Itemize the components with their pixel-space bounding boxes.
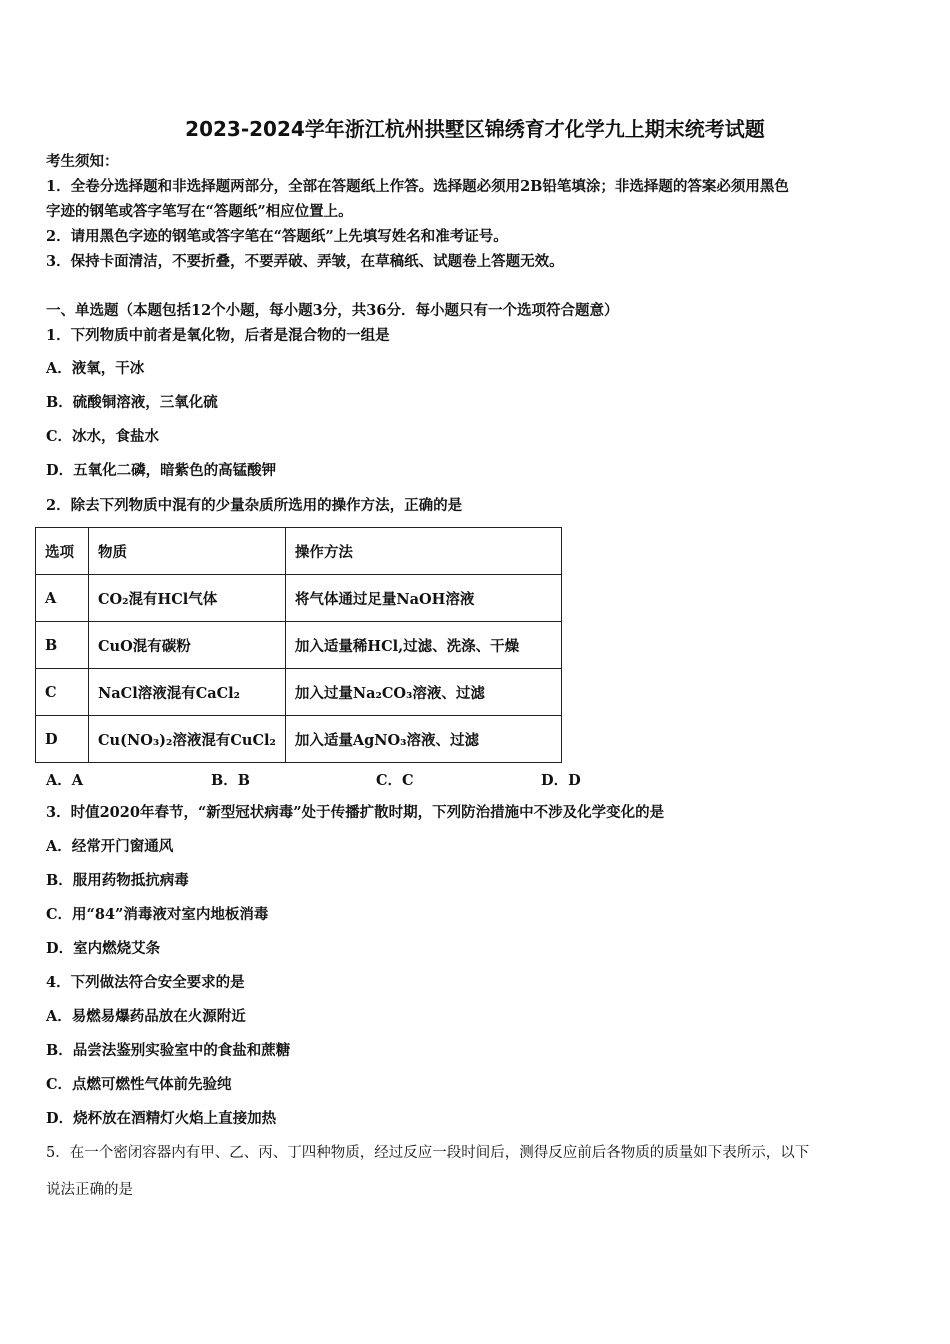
q1-option-b: B．硫酸铜溶液，三氧化硫 [46, 394, 218, 411]
table-cell: D [36, 716, 89, 763]
table-cell: 加入适量稀HCl,过滤、洗涤、干燥 [285, 622, 561, 669]
q3-stem: 3．时值2020年春节，“新型冠状病毒”处于传播扩散时期，下列防治措施中不涉及化学变化的是 [46, 804, 665, 821]
q2-choice-d: D．D [541, 772, 581, 789]
table-header-cell: 操作方法 [285, 528, 561, 575]
exam-title: 2023-2024学年浙江杭州拱墅区锦绣育才化学九上期末统考试题 [185, 117, 765, 141]
q2-stem: 2．除去下列物质中混有的少量杂质所选用的操作方法，正确的是 [46, 497, 463, 514]
q4-option-c: C．点燃可燃性气体前先验纯 [46, 1076, 232, 1093]
q4-stem: 4．下列做法符合安全要求的是 [46, 974, 245, 991]
table-row [36, 575, 562, 622]
notice-item-2: 2．请用黑色字迹的钢笔或答字笔在“答题纸”上先填写姓名和准考证号。 [46, 228, 508, 245]
q3-option-a: A．经常开门窗通风 [46, 838, 174, 855]
table-cell: Cu(NO₃)₂溶液混有CuCl₂ [89, 716, 286, 763]
table-cell: 将气体通过足量NaOH溶液 [285, 575, 561, 622]
table-cell: 加入适量AgNO₃溶液、过滤 [285, 716, 561, 763]
table-row [36, 622, 562, 669]
table-row [36, 669, 562, 716]
q2-choice-b: B．B [211, 772, 251, 789]
table-cell: C [36, 669, 89, 716]
q4-option-d: D．烧杯放在酒精灯火焰上直接加热 [46, 1110, 277, 1127]
notice-heading: 考生须知： [46, 153, 119, 170]
q2-choice-c: C．C [376, 772, 414, 789]
q1-stem: 1．下列物质中前者是氧化物，后者是混合物的一组是 [46, 327, 390, 344]
q1-option-a: A．液氧，干冰 [46, 360, 145, 377]
notice-item-1-line-2: 字迹的钢笔或答字笔写在“答题纸”相应位置上。 [46, 203, 353, 220]
q4-option-a: A．易燃易爆药品放在火源附近 [46, 1008, 246, 1025]
table-cell: A [36, 575, 89, 622]
notice-item-1-line-1: 1．全卷分选择题和非选择题两部分，全部在答题纸上作答。选择题必须用2B铅笔填涂；非选择题的答案必须用黑色 [46, 178, 789, 195]
table-cell: CO₂混有HCl气体 [89, 575, 286, 622]
q1-option-c: C．冰水，食盐水 [46, 428, 160, 445]
table-header-cell: 物质 [89, 528, 286, 575]
section-heading: 一、单选题（本题包括12个小题，每小题3分，共36分．每小题只有一个选项符合题意） [46, 302, 619, 319]
notice-item-3: 3．保持卡面清洁，不要折叠，不要弄破、弄皱，在草稿纸、试题卷上答题无效。 [46, 253, 564, 270]
table-cell: CuO混有碳粉 [89, 622, 286, 669]
q4-option-b: B．品尝法鉴别实验室中的食盐和蔗糖 [46, 1042, 291, 1059]
q3-option-d: D．室内燃烧艾条 [46, 940, 161, 957]
q5-stem-line-1: 5．在一个密闭容器内有甲、乙、丙、丁四种物质，经过反应一段时间后，测得反应前后各物质的质量如下表所示，以下 [46, 1145, 810, 1161]
q1-option-d: D．五氧化二磷，暗紫色的高锰酸钾 [46, 462, 277, 479]
table-header-row [36, 528, 562, 575]
table-header-cell: 选项 [36, 528, 89, 575]
table-cell: 加入过量Na₂CO₃溶液、过滤 [285, 669, 561, 716]
q3-option-b: B．服用药物抵抗病毒 [46, 872, 189, 889]
q5-stem-line-2: 说法正确的是 [46, 1182, 133, 1198]
table-row [36, 716, 562, 763]
q2-table [35, 527, 562, 763]
table-cell: NaCl溶液混有CaCl₂ [89, 669, 286, 716]
q3-option-c: C．用“84”消毒液对室内地板消毒 [46, 906, 269, 923]
q2-choice-a: A．A [46, 772, 84, 789]
table-cell: B [36, 622, 89, 669]
